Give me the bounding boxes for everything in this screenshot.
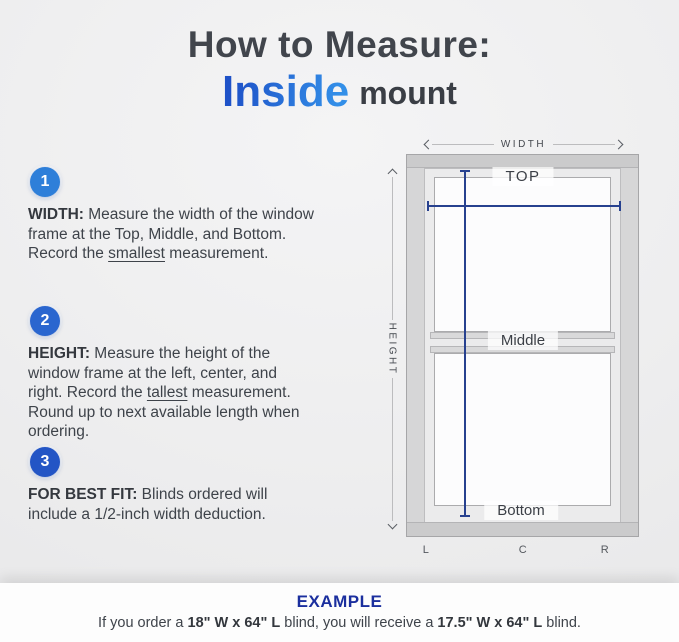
lower-sash-pane — [434, 353, 611, 506]
page-title — [0, 24, 679, 117]
example-ordered-size: 18" W x 64" L — [187, 615, 281, 631]
step-2-text: HEIGHT: Measure the height of the window frame at the left, center, and right. Record the tallest measurement. Round up to next available length when ordering. — [28, 345, 300, 440]
height-arrow-line-top — [392, 177, 393, 320]
title-suffix: mount — [359, 75, 457, 111]
axis-label-right: R — [600, 544, 610, 556]
top-position-label: TOP — [492, 167, 553, 186]
bottom-position-label: Bottom — [484, 501, 558, 520]
step-3 — [28, 447, 328, 524]
arrow-down-icon — [387, 520, 397, 530]
step-3-label: FOR BEST FIT: — [28, 486, 138, 503]
step-2 — [28, 306, 328, 442]
width-arrow-label: WIDTH — [500, 138, 547, 150]
example-footer — [0, 583, 679, 642]
example-sentence: If you order a 18" W x 64" L blind, you will receive a 17.5" W x 64" L blind. — [98, 615, 581, 631]
window-measurement-diagram — [380, 130, 665, 575]
step-1 — [28, 167, 328, 264]
example-heading: EXAMPLE — [296, 592, 383, 611]
step-1-number-badge: 1 — [30, 167, 60, 197]
height-arrow-label-box — [384, 320, 400, 378]
step-1-underlined-word: smallest — [108, 245, 165, 262]
step-2-number-badge: 2 — [30, 306, 60, 336]
height-measure-line — [464, 170, 466, 517]
width-arrow-line-right — [553, 144, 615, 145]
step-1-text: WIDTH: Measure the width of the window frame at the Top, Middle, and Bottom. Record the smallest measurement. — [28, 206, 314, 262]
height-arrow-line-bottom — [392, 378, 393, 521]
arrow-right-icon — [614, 139, 624, 149]
title-line1: How to Measure: — [187, 24, 492, 65]
arrow-up-icon — [387, 169, 397, 179]
step-1-label: WIDTH: — [28, 206, 84, 223]
title-line2 — [0, 67, 679, 117]
bottom-axis-labels — [406, 544, 639, 558]
step-3-number-badge: 3 — [30, 447, 60, 477]
axis-label-left: L — [422, 544, 430, 556]
example-received-size: 17.5" W x 64" L — [437, 615, 543, 631]
arrow-left-icon — [424, 139, 434, 149]
upper-sash-pane — [434, 177, 611, 332]
middle-position-label: Middle — [488, 331, 558, 350]
top-width-measure-line — [427, 205, 621, 207]
height-arrow-label: HEIGHT — [386, 322, 398, 376]
axis-label-center: C — [518, 544, 528, 556]
step-2-underlined-word: tallest — [146, 384, 188, 401]
window-sill — [407, 522, 638, 536]
height-dimension-arrow — [384, 170, 400, 528]
step-3-text: FOR BEST FIT: Blinds ordered will include a 1/2-inch width deduction. — [28, 486, 268, 523]
title-highlight: Inside — [222, 67, 350, 116]
width-dimension-arrow — [425, 136, 622, 152]
width-arrow-line-left — [432, 144, 494, 145]
step-2-label: HEIGHT: — [28, 345, 90, 362]
